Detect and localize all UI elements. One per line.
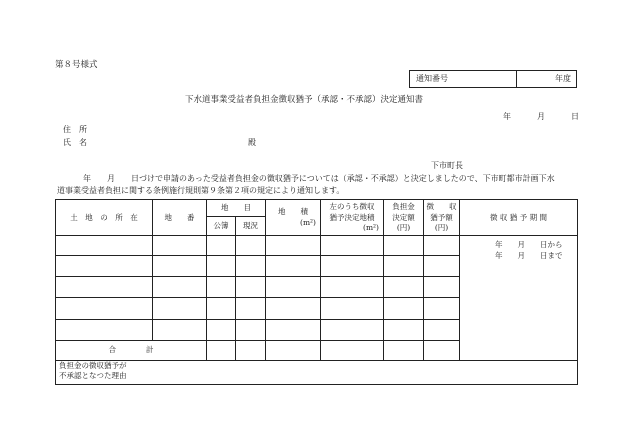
cell-burden[interactable]	[384, 236, 424, 256]
cell-current[interactable]	[236, 277, 266, 298]
cell-lot[interactable]	[153, 256, 207, 277]
header-deferred-amt-line1: 徴 収	[426, 202, 457, 212]
reason-row	[56, 360, 578, 384]
total-deferred-amount[interactable]	[424, 340, 460, 360]
address-label: 住 所	[63, 125, 87, 134]
cell-deferred-area[interactable]	[321, 236, 384, 256]
period-from: 年 月 日から	[495, 240, 563, 250]
cell-area[interactable]	[266, 319, 321, 340]
cell-area[interactable]	[266, 277, 321, 298]
cell-current[interactable]	[236, 298, 266, 319]
body-text-line-1: 年 月 日づけで申請のあった受益者負担金の徴収猶予については（承認・不承認）と決定しましたので、下市町都市計画下水	[83, 174, 555, 183]
cell-deferred-amount[interactable]	[424, 236, 460, 256]
header-burden-unit: (円)	[396, 222, 411, 232]
header-deferred-amt-unit: (円)	[434, 222, 449, 232]
total-label: 合 計	[56, 340, 207, 360]
header-deferred-amt-line2: 猶予額	[430, 212, 453, 222]
header-burden-line2: 決定額	[392, 212, 415, 222]
cell-deferred-amount[interactable]	[424, 298, 460, 319]
cell-registry[interactable]	[207, 256, 236, 277]
cell-deferred-amount[interactable]	[424, 277, 460, 298]
header-burden-line1: 負担金	[392, 202, 415, 212]
cell-burden[interactable]	[384, 256, 424, 277]
honorific: 殿	[248, 138, 256, 147]
date-month: 月	[537, 112, 545, 121]
deferral-period-cell[interactable]	[460, 236, 578, 361]
period-to: 年 月 日まで	[495, 251, 563, 261]
date-day: 日	[571, 112, 579, 121]
cell-current[interactable]	[236, 319, 266, 340]
cell-current[interactable]	[236, 256, 266, 277]
reason-label-line2: 不承認となつた理由	[59, 370, 127, 380]
issuer-name: 下市町長	[431, 161, 463, 170]
header-deferred-area-line1: 左のうち徴収	[329, 202, 375, 212]
header-deferred-area-unit: (m²)	[363, 222, 379, 232]
fiscal-year-label: 年度	[555, 74, 571, 83]
header-area	[266, 200, 321, 236]
cell-registry[interactable]	[207, 277, 236, 298]
total-registry[interactable]	[207, 340, 236, 360]
cell-deferred-area[interactable]	[321, 256, 384, 277]
cell-location[interactable]	[56, 298, 153, 319]
issue-date-line	[503, 113, 579, 121]
cell-current[interactable]	[236, 236, 266, 256]
header-deferred-area-line2: 猶予決定地積	[329, 212, 375, 222]
notice-number-label: 通知番号	[410, 71, 517, 87]
cell-area[interactable]	[266, 236, 321, 256]
table-row	[56, 236, 578, 256]
cell-lot[interactable]	[153, 298, 207, 319]
cell-registry[interactable]	[207, 319, 236, 340]
header-current: 現況	[236, 217, 266, 236]
cell-lot[interactable]	[153, 319, 207, 340]
cell-location[interactable]	[56, 277, 153, 298]
cell-lot[interactable]	[153, 277, 207, 298]
body-text-line-2: 道事業受益者負担に関する条例施行規則第９条第２項の規定により通知します。	[57, 186, 345, 195]
cell-burden[interactable]	[384, 319, 424, 340]
name-label: 氏 名	[63, 138, 87, 147]
date-year: 年	[503, 112, 511, 121]
land-deferral-table	[55, 199, 578, 385]
header-registry: 公簿	[207, 217, 236, 236]
cell-lot[interactable]	[153, 236, 207, 256]
cell-registry[interactable]	[207, 298, 236, 319]
notice-number-box	[409, 70, 577, 88]
document-title: 下水道事業受益者負担金徴収猶予（承認・不承認）決定通知書	[185, 95, 424, 105]
header-deferred-amount	[424, 200, 460, 236]
form-number: 第８号様式	[55, 60, 98, 70]
header-area-label: 地 積	[278, 207, 308, 217]
header-land-category: 地 目	[207, 200, 266, 217]
cell-deferred-amount[interactable]	[424, 256, 460, 277]
cell-deferred-area[interactable]	[321, 298, 384, 319]
cell-location[interactable]	[56, 236, 153, 256]
cell-burden[interactable]	[384, 277, 424, 298]
header-lot-number: 地 番	[153, 200, 207, 236]
cell-area[interactable]	[266, 298, 321, 319]
cell-location[interactable]	[56, 319, 153, 340]
header-burden-amount	[384, 200, 424, 236]
cell-location[interactable]	[56, 256, 153, 277]
header-deferred-area	[321, 200, 384, 236]
total-deferred-area[interactable]	[321, 340, 384, 360]
cell-deferred-area[interactable]	[321, 277, 384, 298]
reason-label-line1: 負担金の徴収猶予が	[59, 360, 127, 370]
total-area[interactable]	[266, 340, 321, 360]
cell-area[interactable]	[266, 256, 321, 277]
header-area-unit: (m²)	[300, 217, 316, 227]
total-burden[interactable]	[384, 340, 424, 360]
header-location: 土 地 の 所 在	[56, 200, 153, 236]
header-deferral-period: 徴 収 猶 予 期 間	[460, 200, 578, 236]
cell-deferred-amount[interactable]	[424, 319, 460, 340]
total-current[interactable]	[236, 340, 266, 360]
cell-registry[interactable]	[207, 236, 236, 256]
rejection-reason-cell[interactable]	[56, 360, 578, 384]
cell-deferred-area[interactable]	[321, 319, 384, 340]
cell-burden[interactable]	[384, 298, 424, 319]
